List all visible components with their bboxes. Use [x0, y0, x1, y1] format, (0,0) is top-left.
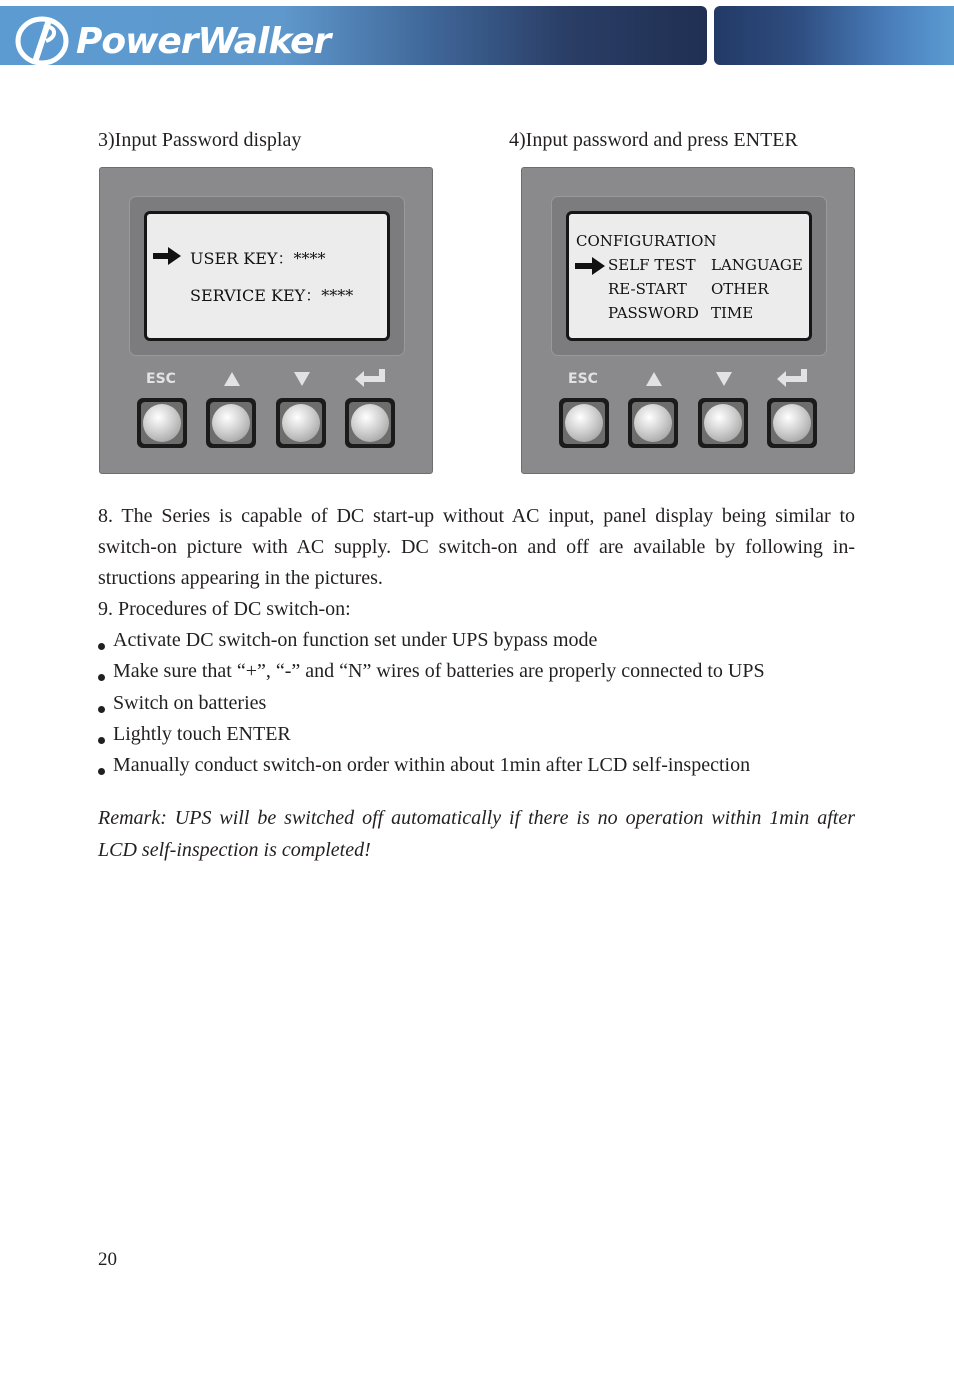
control-panel-configuration	[521, 167, 855, 474]
down-arrow-icon	[716, 372, 732, 386]
logo-text: PowerWalker	[76, 20, 331, 62]
header-bar	[0, 6, 707, 65]
lcd-screen	[144, 211, 390, 341]
figure-caption-4: 4)Input password and press ENTER	[509, 129, 798, 151]
list-item: Make sure that “+”, “-” and “N” wires of batteries are properly connected to UPS	[98, 660, 765, 683]
esc-button[interactable]	[137, 398, 187, 448]
bullet-icon	[98, 768, 105, 775]
list-item: Manually conduct switch-on order within about 1min after LCD self-inspection	[98, 754, 750, 777]
selection-arrow-icon	[153, 247, 181, 265]
lcd-service-key: SERVICE KEY：****	[190, 286, 354, 305]
enter-icon	[777, 369, 807, 387]
down-button[interactable]	[698, 398, 748, 448]
lcd-other: OTHER	[711, 280, 769, 298]
lcd-bezel	[129, 196, 405, 356]
bullet-icon	[98, 674, 105, 681]
lcd-language: LANGUAGE	[711, 256, 803, 274]
logo-swirl-icon	[14, 15, 70, 67]
enter-button[interactable]	[767, 398, 817, 448]
list-item: Lightly touch ENTER	[98, 723, 291, 746]
up-arrow-icon	[224, 372, 240, 386]
lcd-self-test: SELF TEST	[608, 256, 696, 274]
down-button[interactable]	[276, 398, 326, 448]
dc-startup-paragraph: 8. The Series is capable of DC start-up without AC input, panel display being similar to switch-on picture with AC supply. DC switch-on and off are available by following in-structions appearing in the pictures.	[98, 505, 855, 589]
remark-note: Remark: UPS will be switched off automatically if there is no operation within 1min after LCD self-inspection is completed!	[98, 807, 855, 861]
powerwalker-logo	[14, 14, 330, 68]
list-item: Switch on batteries	[98, 692, 266, 715]
up-arrow-icon	[646, 372, 662, 386]
lcd-password: PASSWORD	[608, 304, 699, 322]
figure-caption-3: 3)Input Password display	[98, 129, 302, 151]
lcd-user-key: USER KEY：****	[190, 249, 326, 268]
lcd-bezel	[551, 196, 827, 356]
down-arrow-icon	[294, 372, 310, 386]
page-number: 20	[98, 1249, 117, 1270]
lcd-screen	[566, 211, 812, 341]
up-button[interactable]	[206, 398, 256, 448]
control-panel-password-display	[99, 167, 433, 474]
esc-label: ESC	[568, 371, 598, 387]
procedure-title: 9. Procedures of DC switch-on:	[98, 598, 351, 620]
lcd-configuration: CONFIGURATION	[576, 232, 717, 250]
enter-icon	[355, 369, 385, 387]
list-item: Activate DC switch-on function set under UPS bypass mode	[98, 629, 597, 652]
esc-label: ESC	[146, 371, 176, 387]
header-bar-right	[714, 6, 954, 65]
lcd-restart: RE-START	[608, 280, 687, 298]
up-button[interactable]	[628, 398, 678, 448]
bullet-icon	[98, 643, 105, 650]
esc-button[interactable]	[559, 398, 609, 448]
bullet-icon	[98, 706, 105, 713]
lcd-time: TIME	[711, 304, 754, 322]
selection-arrow-icon	[575, 257, 605, 275]
bullet-icon	[98, 737, 105, 744]
enter-button[interactable]	[345, 398, 395, 448]
